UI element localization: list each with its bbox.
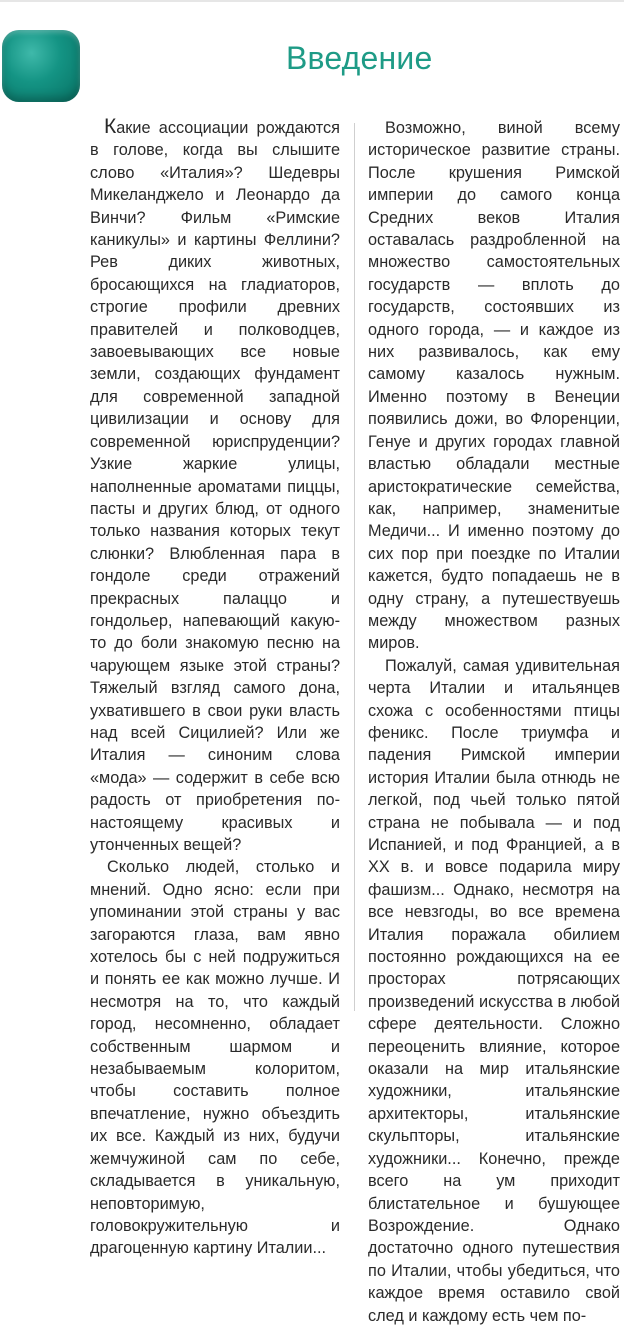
paragraph-2: Сколько людей, столько и мнений. Одно ясно: если при упоминании этой страны у вас загораются глаза, вам явно хотелось бы с ней подружиться и понять ее как можно лучше. И несмотря на то, что каждый город, несомненно, обладает собственным шармом и незабываемым колоритом, чтобы составить полное впечатление, нужно объездить их все. Каждый из них, будучи жемчужиной сам по себе, складывается в уникальную, неповторимую, головокружительную и драгоценную картину Италии... <box>90 858 340 1258</box>
top-rule <box>0 0 624 2</box>
chapter-tab-marker <box>2 30 80 102</box>
paragraph-3: Возможно, виной всему историческое развитие страны. После крушения Римской империи до самого конца Средних веков Италия оставалась раздробленной на множество самостоятельных государств — вплоть до государств, состоявших из одного города, — и каждое из них развивалось, как ему самому казалось нужным. Именно поэтому в Венеции появились дожи, во Флоренции, Генуе и других городах главной властью обладали местные аристократические семейства, как, например, знаменитые Медичи... И именно поэтому до сих пор при поездке по Италии кажется, будто попадаешь не в одну страну, а путешествуешь между множеством разных миров. <box>368 119 620 653</box>
column-divider <box>354 123 355 1011</box>
left-column <box>90 115 340 1258</box>
drop-cap: К <box>104 115 117 138</box>
paragraph-4: Пожалуй, самая удивительная черта Италии и итальянцев схожа с особенностями птицы феникс. После триумфа и падения Римской империи история Италии была отнюдь не легкой, под чьей только пятой страна не побывала — и под Испанией, и под Францией, а в XX в. и вовсе подарила миру фашизм... Однако, несмотря на все невзгоды, во все времена Италия поражала обилием постоянно рождающихся на ее просторах потрясающих произведений искусства в любой сфере деятельности. Сложно переоценить влияние, которое оказали на мир итальянские художники, итальянские архитекторы, итальянские скульпторы, итальянские художники... Конечно, прежде всего на ум приходит блистательное и бушующее Возрождение. Однако достаточно одного путешествия по Италии, чтобы убедиться, что каждое время оставило свой след и каждому есть чем по- <box>368 656 620 1325</box>
paragraph-1 <box>90 117 340 856</box>
page-title: Введение <box>286 40 433 76</box>
paragraph-1-text: акие ассоциации рождаются в голове, когда вы слышите слово «Италия»? Шедевры Микеланджело и Леонардо да Винчи? Фильм «Римские каникулы» и картины Феллини? Рев диких животных, бросающихся на гладиаторов, строгие профили древних правителей и полководцев, завоевывающих все новые земли, создающих фундамент для современной западной цивилизации и основу для современной юриспруденции? Узкие жаркие улицы, наполненные ароматами пиццы, пасты и других блюд, от одного только названия которых текут слюнки? Влюбленная пара в гондоле среди отражений прекрасных палаццо и гондольер, напевающий какую-то до боли знакомую песню на чарующем языке этой страны? Тяжелый взгляд самого дона, ухватившего в свои руки власть над всей Сицилией? Или же Италия — синоним слова «мода» — содержит в себе всю радость от приобретения по-настоящему красивых и утонченных вещей? <box>90 119 340 854</box>
right-column <box>368 117 620 1325</box>
